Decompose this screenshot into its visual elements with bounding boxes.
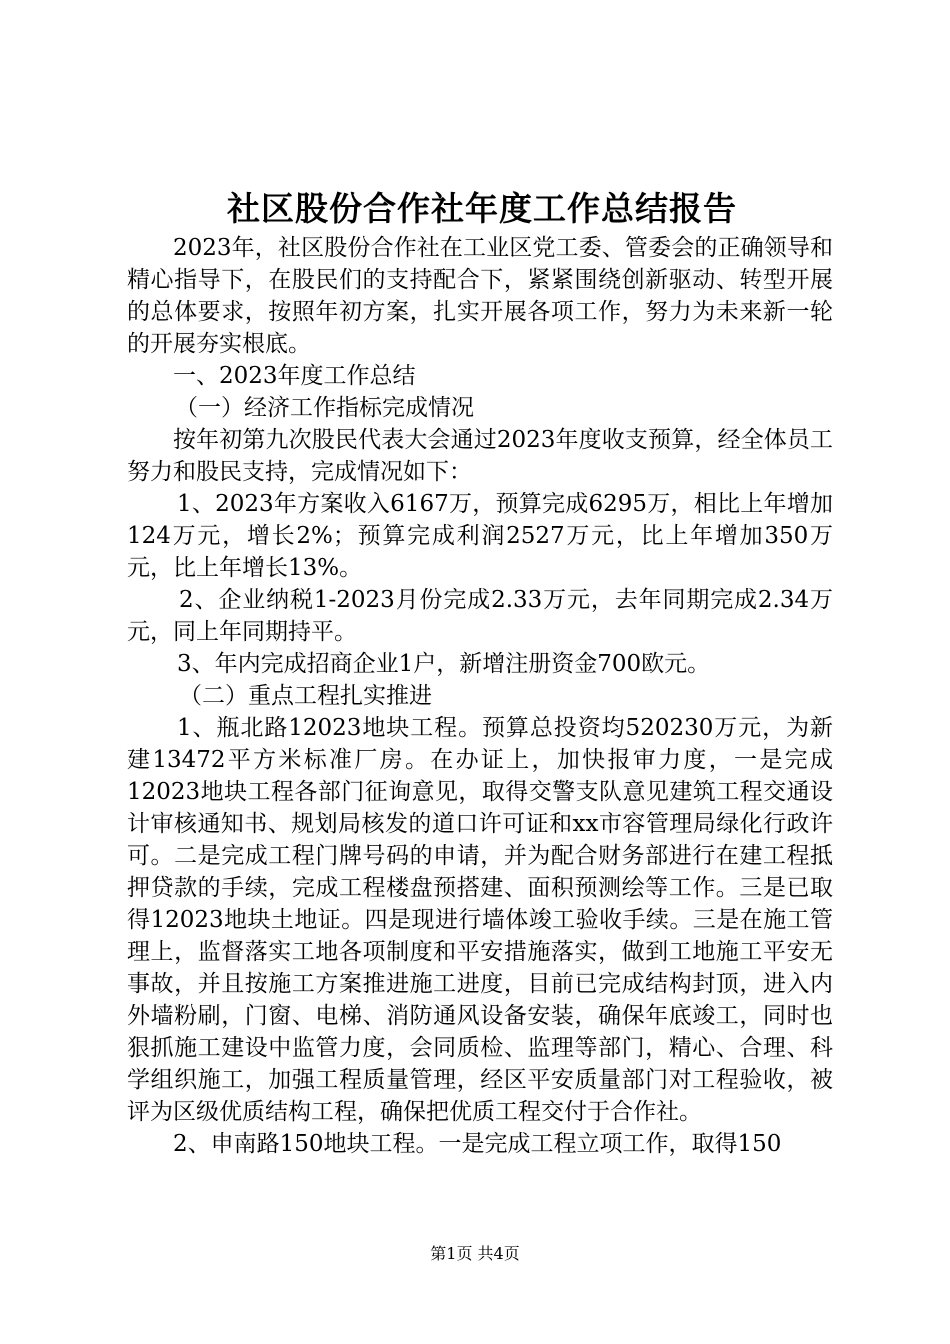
paragraph-project-2: 2、申南路150地块工程。一是完成工程立项工作，取得150 bbox=[173, 1131, 782, 1157]
paragraph-item-1: 1、2023年方案收入6167万，预算完成6295万，相比上年增加124万元，增长2%；预算完成利润2527万元，比上年增加350万元，比上年增长13%。 bbox=[127, 491, 833, 581]
page-footer: 第1页 共4页 bbox=[430, 1244, 520, 1263]
paragraph-project-1: 1、瓶北路12023地块工程。预算总投资均520230万元，为新建13472平方米标准厂房。在办证上，加快报审力度，一是完成12023地块工程各部门征询意见，取得交警支队意见建筑工程交通设计审核通知书、规划局核发的道口许可证和xx市容管理局绿化行政许可。二是完成工程门牌号码的申请，并为配合财务部进行在建工程抵押贷款的手续，完成工程楼盘预搭建、面积预测绘等工作。三是已取得12023地块土地证。四是现进行墙体竣工验收手续。三是在施工管理上，监督落实工地各项制度和平安措施落实，做到工地施工平安无事故，并且按施工方案推进施工进度，目前已完成结构封顶，进入内外墙粉刷，门窗、电梯、消防通风设备安装，确保年底竣工，同时也狠抓施工建设中监管力度，会同质检、监理等部门，精心、合理、科学组织施工，加强工程质量管理，经区平安质量部门对工程验收，被评为区级优质结构工程，确保把优质工程交付于合作社。 bbox=[127, 715, 833, 1125]
section-heading-1: 一、2023年度工作总结 bbox=[173, 363, 416, 389]
paragraph-budget: 按年初第九次股民代表大会通过2023年度收支预算，经全体员工努力和股民支持，完成情况如下： bbox=[127, 427, 833, 485]
paragraph-intro: 2023年，社区股份合作社在工业区党工委、管委会的正确领导和精心指导下，在股民们的支持配合下，紧紧围绕创新驱动、转型开展的总体要求，按照年初方案，扎实开展各项工作，努力为未来新一轮的开展夯实根底。 bbox=[127, 235, 833, 357]
paragraph-item-3: 3、年内完成招商企业1户，新增注册资金700欧元。 bbox=[177, 651, 711, 677]
document-title: 社区股份合作社年度工作总结报告 bbox=[227, 189, 737, 228]
subsection-heading-1: （一）经济工作指标完成情况 bbox=[175, 395, 474, 421]
document-page bbox=[127, 186, 833, 1160]
paragraph-item-2: 2、企业纳税1-2023月份完成2.33万元，去年同期完成2.34万元，同上年同期持平。 bbox=[127, 587, 833, 645]
subsection-heading-2: （二）重点工程扎实推进 bbox=[179, 683, 432, 709]
